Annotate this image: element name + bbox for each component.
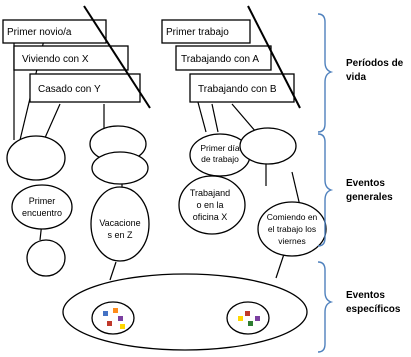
event-label-oficina-1: Trabajand (189, 188, 231, 198)
event-label-comiendo-3: viernes (278, 236, 306, 246)
event-label-primer-dia-1: Primer día (200, 143, 240, 153)
brace-specific (318, 262, 331, 352)
brace-periods (318, 14, 331, 132)
specific-event-cluster-right (227, 302, 269, 334)
side-label-periods-2: vida (346, 72, 367, 83)
event-label-comiendo-1: Comiendo en (266, 212, 318, 222)
square-red (245, 311, 250, 316)
square-yellow (238, 316, 243, 321)
event-ellipse-blank-5 (240, 128, 296, 164)
period-label-viviendo: Viviendo con X (22, 54, 89, 65)
event-label-primer-dia-2: de trabajo (201, 154, 239, 164)
period-label-trabajando-b: Trabajando con B (198, 84, 277, 95)
period-label-primer-novio: Primer novio/a (7, 27, 72, 38)
event-label-comiendo-2: el trabajo los (267, 224, 317, 234)
period-label-casado: Casado con Y (38, 84, 101, 95)
event-ellipse-blank-1 (7, 136, 65, 180)
square-red (107, 321, 112, 326)
square-blue (103, 311, 108, 316)
specific-event-cluster-left (92, 302, 134, 334)
side-label-specific-1: Eventos (346, 290, 385, 301)
event-ellipse-blank-4 (92, 152, 148, 184)
event-label-vacaciones-2: s en Z (107, 230, 133, 240)
side-label-general-2: generales (346, 192, 393, 203)
event-label-vacaciones-1: Vacacione (99, 218, 141, 228)
event-label-primer-1: Primer (28, 196, 56, 206)
side-label-general-1: Eventos (346, 178, 385, 189)
period-label-primer-trabajo: Primer trabajo (166, 27, 229, 38)
period-label-trabajando-a: Trabajando con A (181, 54, 260, 65)
event-label-oficina-2: o en la (196, 200, 224, 210)
side-label-periods-1: Períodos de (346, 58, 404, 69)
square-orange (113, 308, 118, 313)
square-purple (255, 316, 260, 321)
square-yellow (120, 324, 125, 329)
event-label-oficina-3: oficina X (192, 212, 228, 222)
square-purple (118, 316, 123, 321)
square-green (248, 321, 253, 326)
event-ellipse-primer-encuentro (12, 185, 72, 229)
side-label-specific-2: específicos (346, 304, 401, 315)
event-label-primer-2: encuentro (21, 208, 63, 218)
event-ellipse-blank-2 (27, 240, 65, 276)
